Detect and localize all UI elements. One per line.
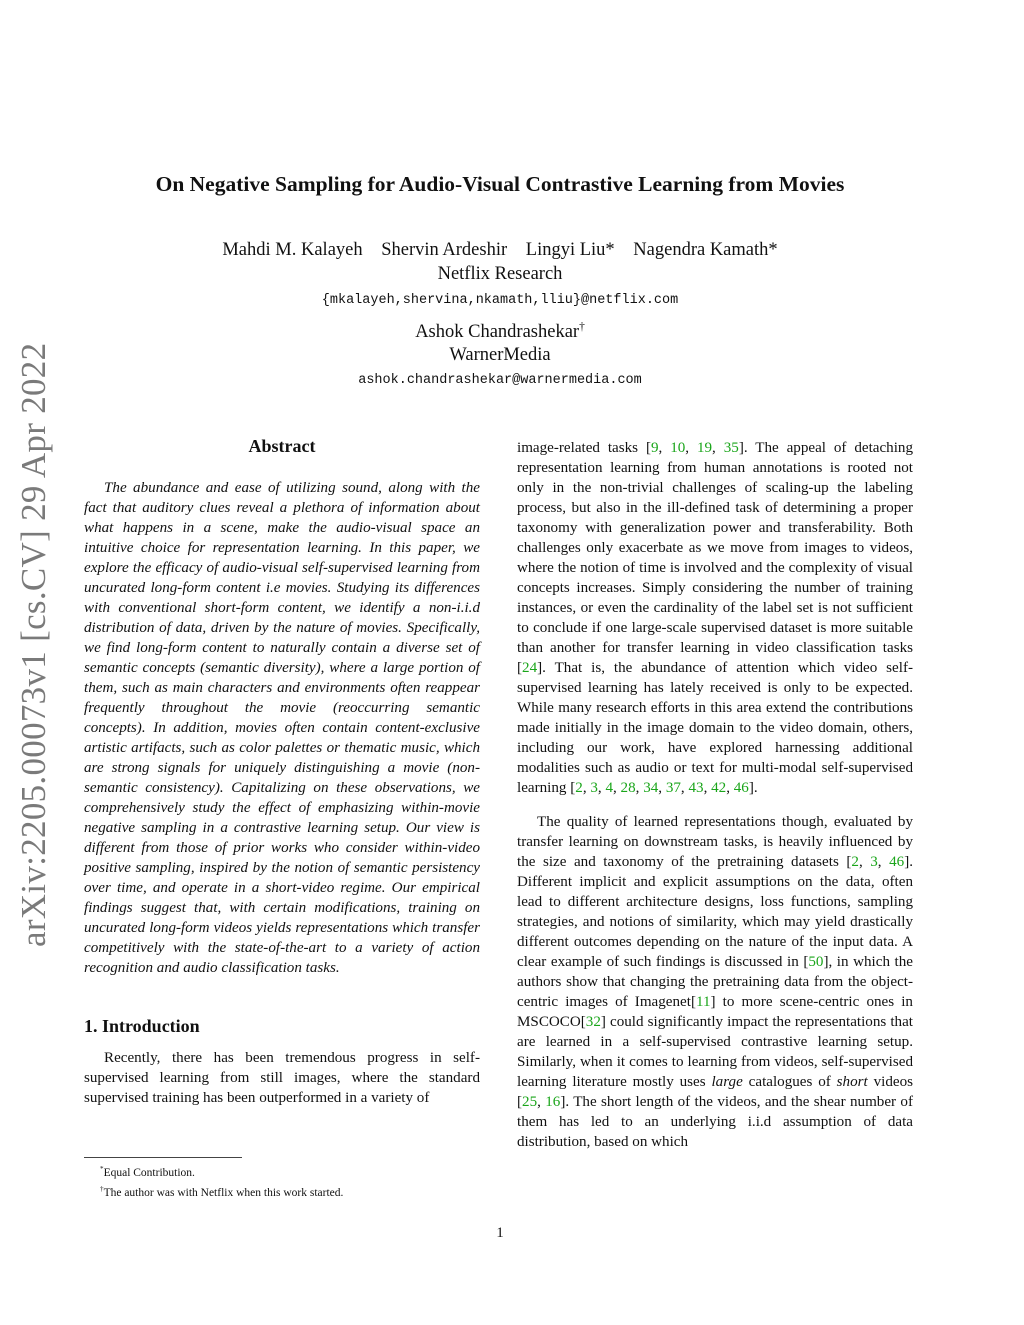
affiliation-netflix: Netflix Research	[437, 264, 563, 284]
citation-link[interactable]: 25	[522, 1094, 538, 1110]
author-name: Ashok Chandrashekar	[415, 322, 580, 343]
citation-link[interactable]: 24	[522, 660, 538, 676]
citation-link[interactable]: 34	[643, 780, 659, 796]
citation-link[interactable]: 35	[723, 440, 739, 456]
body-text: ,	[582, 780, 591, 796]
body-text: ,	[680, 780, 689, 796]
author-name-second	[60, 321, 940, 343]
author-name: Mahdi M. Kalayeh	[222, 240, 363, 260]
body-text: ] to more scene-centric ones in MSCOCO[	[517, 994, 913, 1030]
body-text: ,	[712, 440, 724, 456]
citation-link[interactable]: 3	[590, 780, 598, 796]
footnote-text: The author was with Netflix when this work started.	[103, 1186, 344, 1199]
citation-link[interactable]: 10	[670, 440, 686, 456]
body-text: ]. The appeal of detaching representation learning from human annotations is rooted not only in the non-trivial challenges of scaling-up the labeling process, but also in the ill-defined task of determining a proper taxonomy with generalization power and transferability. Both challenges only exacerbate as we move from images to videos, where the notion of time is involved and the complexity of visual concepts increases. Simply considering the number of training instances, or even the cardinality of the label set is not sufficient to conclude if one large-scale supervised dataset is more suitable than another for transfer learning in video classification tasks [	[517, 440, 914, 676]
citation-link[interactable]: 46	[889, 854, 905, 870]
body-text: ], in which the authors show that changing the pretraining data from the object-centric images of Imagenet[	[517, 954, 913, 1010]
page-number: 1	[496, 1225, 504, 1241]
abstract-heading: Abstract	[248, 436, 316, 456]
body-text: videos [	[517, 1074, 913, 1110]
abstract-text: The abundance and ease of utilizing sound, along with the fact that auditory clues reveal a plethora of information about what happens in a scene, make the audio-visual space an intuitive choice for representation learning. In this paper, we explore the efficacy of audio-visual self-supervised learning from uncurated long-form content i.e movies. Studying its differences with conventional short-form content, we identify a non-i.i.d distribution of data, driven by the nature of movies. Specifically, we find long-form content to naturally contain a diverse set of semantic concepts (semantic diversity), where a large portion of them, such as main characters and environments often reappear frequently throughout the movie (reoccurring semantic concepts). In addition, movies often contain content-exclusive artistic artifacts, such as color palettes or thematic music, which are strong signals for uniquely distinguishing a movie (non-semantic consistency). Capitalizing on these observations, we comprehensively study the effect of emphasizing within-movie negative sampling in a contrastive learning setup. Our view is different from those of prior works who consider within-video positive sampling, inspired by the notion of semantic persistency over time, and operate in a short-video regime. Our empirical findings suggest that, with certain modifications, training on uncurated long-form videos yields representations which transfer competitively with the state-of-the-art to a variety of action recognition and audio classification tasks.	[84, 480, 480, 976]
citation-link[interactable]: 43	[688, 780, 704, 796]
citation-link[interactable]: 4	[605, 780, 613, 796]
body-text: ,	[658, 440, 671, 456]
email-netflix: {mkalayeh,shervina,nkamath,lliu}@netflix.com	[321, 293, 679, 308]
citation-link[interactable]: 2	[575, 780, 583, 796]
citation-link[interactable]: 11	[695, 994, 711, 1010]
intro-paragraph-continued	[517, 438, 913, 798]
citation-link[interactable]: 46	[733, 780, 749, 796]
footnote-equal-contribution	[84, 1161, 480, 1181]
citation-link[interactable]: 9	[650, 440, 659, 456]
author-name: Shervin Ardeshir	[381, 240, 508, 260]
citation-link[interactable]: 37	[665, 780, 681, 796]
body-text: ,	[685, 440, 697, 456]
body-text: ,	[726, 780, 734, 796]
body-text: ,	[877, 854, 890, 870]
body-text: ,	[597, 780, 606, 796]
right-column	[517, 438, 913, 1152]
body-text: The quality of learned representations though, evaluated by transfer learning on downstream tasks, is heavily influenced by the size and taxonomy of the pretraining datasets [	[517, 814, 913, 870]
section-heading: 1. Introduction	[84, 1016, 200, 1036]
body-text: ,	[537, 1094, 546, 1110]
author-name: Lingyi Liu*	[525, 240, 615, 260]
author-name: Nagendra Kamath*	[633, 240, 778, 260]
body-text: image-related tasks [	[517, 440, 651, 456]
footnote-divider	[84, 1157, 242, 1158]
body-text: ,	[858, 854, 871, 870]
body-text: ,	[635, 780, 644, 796]
citation-link[interactable]: 42	[711, 780, 727, 796]
body-text: ,	[703, 780, 712, 796]
author-names	[60, 240, 940, 261]
body-text: ,	[658, 780, 666, 796]
footnote-author	[84, 1181, 480, 1201]
arxiv-identifier: arXiv:2205.00073v1 [cs.CV] 29 Apr 2022	[14, 342, 53, 948]
intro-paragraph: Recently, there has been tremendous progress in self-supervised learning from still images, where the standard supervised training has been outperformed in a variety of	[84, 1050, 480, 1106]
footnote-mark: †	[100, 1184, 104, 1193]
affiliation-warnermedia: WarnerMedia	[449, 345, 551, 365]
body-text: ]. Different implicit and explicit assumptions on the data, often lead to different architecture designs, loss functions, sampling strategies, and notions of similarity, which may yield drastically different outcomes depending on the nature of the input data. A clear example of such findings is discussed in [	[517, 854, 914, 970]
citation-link[interactable]: 32	[585, 1014, 601, 1030]
emphasis-text: large	[711, 1074, 743, 1090]
intro-paragraph	[517, 812, 913, 1152]
citation-link[interactable]: 19	[696, 440, 713, 456]
body-text: ]. That is, the abundance of attention which video self-supervised learning has lately received is only to be expected. While many research efforts in this area extend the contributions made initially in the image domain to the video domain, others, including our work, have explored harnessing additional modalities such as audio or text for multi-modal self-supervised learning [	[517, 660, 913, 796]
citation-link[interactable]: 50	[808, 954, 824, 970]
paper-title: On Negative Sampling for Audio-Visual Contrastive Learning from Movies	[155, 172, 845, 196]
body-text: ]. The short length of the videos, and the shear number of them has led to an underlying i.i.d assumption of data distribution, based on which	[517, 1094, 913, 1150]
citation-link[interactable]: 3	[870, 854, 878, 870]
body-text: catalogues of	[742, 1074, 837, 1090]
footnotes	[84, 1161, 480, 1201]
citation-link[interactable]: 2	[851, 854, 859, 870]
footnote-text: Equal Contribution.	[103, 1166, 195, 1179]
body-text: ].	[748, 780, 758, 796]
email-warnermedia: ashok.chandrashekar@warnermedia.com	[358, 373, 642, 388]
emphasis-text: short	[836, 1074, 868, 1090]
left-column	[84, 436, 480, 1108]
citation-link[interactable]: 28	[620, 780, 636, 796]
footnote-mark: †	[579, 321, 585, 333]
citation-link[interactable]: 16	[545, 1094, 561, 1110]
body-text: ,	[613, 780, 621, 796]
footnote-mark: *	[100, 1165, 104, 1173]
body-text: ] could significantly impact the representations that are learned in a self-supervised contrastive learning setup. Similarly, when it comes to learning from videos, self-supervised learning literature mostly uses	[517, 1014, 913, 1090]
